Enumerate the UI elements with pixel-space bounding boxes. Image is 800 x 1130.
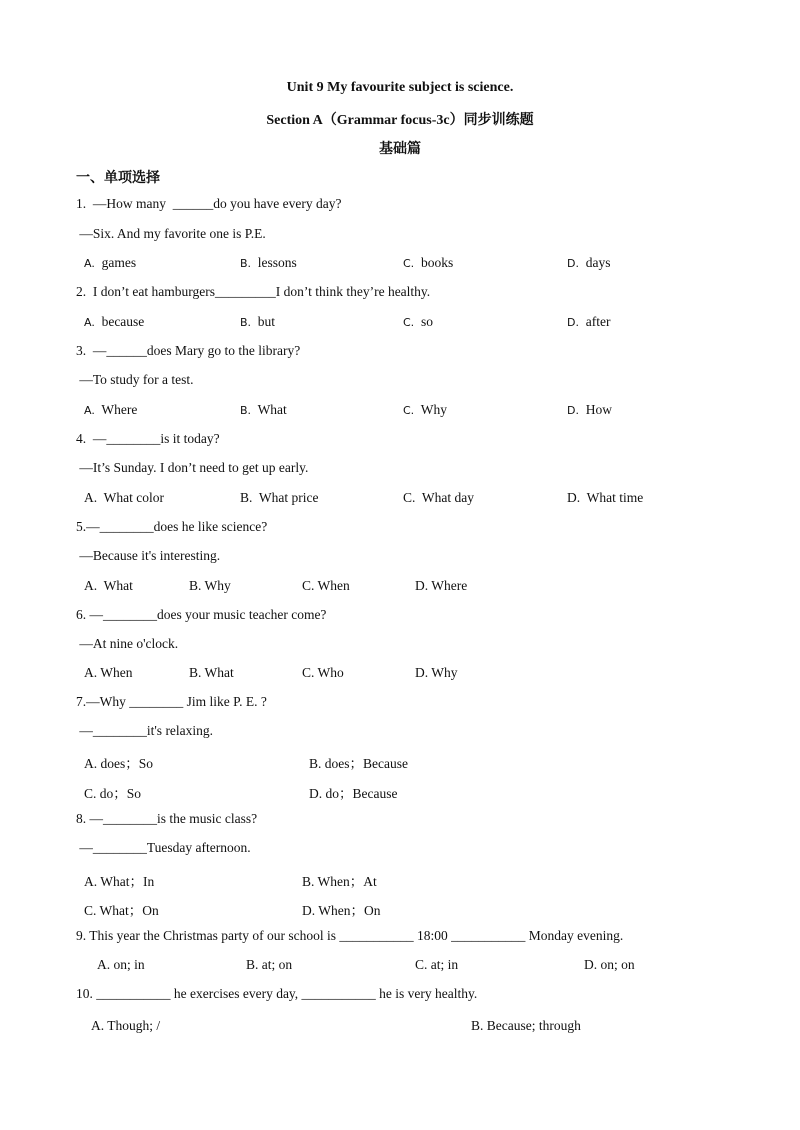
option-letter: B.	[240, 316, 252, 329]
question-2-option-b[interactable]	[240, 314, 275, 330]
option-text: Where	[431, 578, 468, 593]
question-5-option-b[interactable]	[189, 578, 231, 594]
section-subtitle: Section A（Grammar focus-3c）同步训练题	[266, 113, 534, 128]
option-text: When；At	[317, 874, 377, 889]
question-3-option-d[interactable]	[567, 402, 612, 418]
question-9-option-d[interactable]	[584, 957, 635, 973]
question-4-option-c[interactable]	[403, 490, 474, 506]
option-letter: C.	[403, 257, 415, 270]
question-6-option-d[interactable]	[415, 665, 458, 681]
option-letter: D.	[309, 786, 323, 801]
option-letter: B.	[471, 1018, 484, 1033]
option-letter: B.	[189, 578, 202, 593]
question-9-option-b[interactable]	[246, 957, 292, 973]
option-text: When	[317, 578, 350, 593]
option-text: at; in	[430, 957, 459, 972]
question-6-option-a[interactable]	[84, 665, 133, 681]
question-8-prompt: 8. —________is the music class?	[76, 811, 258, 826]
level-heading: 基础篇	[379, 142, 421, 157]
option-letter: C.	[415, 957, 428, 972]
question-3-option-a[interactable]	[84, 402, 137, 418]
question-7-prompt: 7.—Why ________ Jim like P. E. ?	[76, 694, 267, 709]
option-letter: C.	[302, 665, 315, 680]
option-letter: A.	[84, 490, 98, 505]
option-letter: D.	[302, 903, 316, 918]
option-text: What	[257, 402, 287, 417]
question-8-option-a[interactable]	[84, 870, 154, 890]
option-letter: D.	[567, 490, 581, 505]
option-text: What time	[586, 490, 644, 505]
option-letter: A.	[91, 1018, 105, 1033]
option-text: What day	[421, 490, 475, 505]
option-letter: A.	[84, 665, 98, 680]
question-4-response: —It’s Sunday. I don’t need to get up early.	[76, 460, 309, 475]
option-text: Though; /	[107, 1018, 161, 1033]
option-text: What；In	[100, 874, 155, 889]
question-7-response: —________it's relaxing.	[76, 723, 214, 738]
question-6-response: —At nine o'clock.	[76, 636, 179, 651]
option-letter: B.	[240, 490, 253, 505]
option-text: does；Because	[324, 756, 408, 771]
worksheet-title: Unit 9 My favourite subject is science.	[286, 80, 514, 95]
option-text: after	[585, 314, 611, 329]
option-letter: B.	[309, 756, 322, 771]
option-letter: A.	[84, 578, 98, 593]
option-text: What	[103, 578, 133, 593]
option-text: When；On	[318, 903, 381, 918]
question-9-option-c[interactable]	[415, 957, 458, 973]
option-text: Why	[420, 402, 447, 417]
option-text: days	[585, 255, 611, 270]
option-letter: A.	[84, 257, 95, 270]
option-letter: A.	[84, 404, 95, 417]
option-text: games	[101, 255, 137, 270]
question-10-prompt: 10. ___________ he exercises every day, ___________ he is very healthy.	[76, 986, 478, 1001]
option-letter: A.	[84, 316, 95, 329]
option-text: does；So	[100, 756, 154, 771]
option-text: do；Because	[325, 786, 398, 801]
question-4-option-b[interactable]	[240, 490, 319, 506]
question-3-option-b[interactable]	[240, 402, 287, 418]
option-text: at; on	[261, 957, 293, 972]
question-1-response: —Six. And my favorite one is P.E.	[76, 226, 266, 241]
question-4-option-a[interactable]	[84, 490, 164, 506]
question-8-option-d[interactable]	[302, 899, 381, 919]
option-letter: C.	[403, 490, 416, 505]
question-2-option-a[interactable]	[84, 314, 144, 330]
question-2-prompt: 2. I don’t eat hamburgers_________I don’t think they’re healthy.	[76, 284, 431, 299]
option-letter: D.	[415, 665, 429, 680]
option-text: What color	[103, 490, 164, 505]
option-text: What price	[258, 490, 319, 505]
option-text: Why	[431, 665, 458, 680]
option-text: do；So	[99, 786, 142, 801]
question-2-option-c[interactable]	[403, 314, 433, 330]
question-10-option-a[interactable]	[91, 1018, 160, 1034]
question-2-option-d[interactable]	[567, 314, 610, 330]
question-3-response: —To study for a test.	[76, 372, 194, 387]
option-letter: D.	[567, 257, 579, 270]
option-text: Because; through	[486, 1018, 581, 1033]
option-letter: D.	[567, 316, 579, 329]
question-5-option-d[interactable]	[415, 578, 467, 594]
question-4-prompt: 4. —________is it today?	[76, 431, 220, 446]
question-8-option-b[interactable]	[302, 870, 377, 890]
option-text: books	[420, 255, 454, 270]
option-letter: B.	[189, 665, 202, 680]
option-text: What；On	[99, 903, 159, 918]
question-7-option-a[interactable]	[84, 752, 153, 772]
option-text: lessons	[257, 255, 297, 270]
question-6-option-b[interactable]	[189, 665, 234, 681]
option-letter: D.	[567, 404, 579, 417]
section-heading: 一、单项选择	[76, 171, 160, 186]
option-text: How	[585, 402, 612, 417]
question-10-option-b[interactable]	[471, 1018, 581, 1034]
question-5-prompt: 5.—________does he like science?	[76, 519, 268, 534]
option-letter: B.	[246, 957, 259, 972]
option-text: so	[420, 314, 433, 329]
option-text: on; on	[600, 957, 635, 972]
question-5-option-a[interactable]	[84, 578, 133, 594]
option-letter: B.	[240, 404, 252, 417]
option-text: Who	[317, 665, 344, 680]
question-1-option-d[interactable]	[567, 255, 610, 271]
option-letter: D.	[584, 957, 598, 972]
option-text: on; in	[113, 957, 145, 972]
option-letter: B.	[240, 257, 252, 270]
question-7-option-c[interactable]	[84, 782, 141, 802]
option-text: Where	[101, 402, 138, 417]
question-3-prompt: 3. —______does Mary go to the library?	[76, 343, 301, 358]
question-1-option-c[interactable]	[403, 255, 453, 271]
question-6-option-c[interactable]	[302, 665, 344, 681]
option-letter: A.	[97, 957, 111, 972]
option-letter: C.	[84, 903, 97, 918]
question-1-option-b[interactable]	[240, 255, 297, 271]
question-1-option-a[interactable]	[84, 255, 136, 271]
option-letter: D.	[415, 578, 429, 593]
option-letter: A.	[84, 756, 98, 771]
option-letter: C.	[302, 578, 315, 593]
question-7-option-b[interactable]	[309, 752, 408, 772]
question-7-option-d[interactable]	[309, 782, 397, 802]
question-5-response: —Because it's interesting.	[76, 548, 221, 563]
option-text: Why	[204, 578, 231, 593]
option-text: When	[100, 665, 133, 680]
option-letter: B.	[302, 874, 315, 889]
option-letter: C.	[403, 316, 415, 329]
question-8-option-c[interactable]	[84, 899, 159, 919]
question-9-option-a[interactable]	[97, 957, 145, 973]
option-letter: A.	[84, 874, 98, 889]
question-1-prompt: 1. —How many ______do you have every day?	[76, 196, 342, 211]
option-text: but	[257, 314, 276, 329]
question-6-prompt: 6. —________does your music teacher come?	[76, 607, 327, 622]
option-letter: C.	[84, 786, 97, 801]
question-9-prompt: 9. This year the Christmas party of our school is ___________ 18:00 ___________ Monday evening.	[76, 928, 624, 943]
question-3-option-c[interactable]	[403, 402, 447, 418]
question-8-response: —________Tuesday afternoon.	[76, 840, 251, 855]
option-text: because	[101, 314, 145, 329]
question-4-option-d[interactable]	[567, 490, 643, 506]
option-letter: C.	[403, 404, 415, 417]
question-5-option-c[interactable]	[302, 578, 350, 594]
option-text: What	[204, 665, 234, 680]
